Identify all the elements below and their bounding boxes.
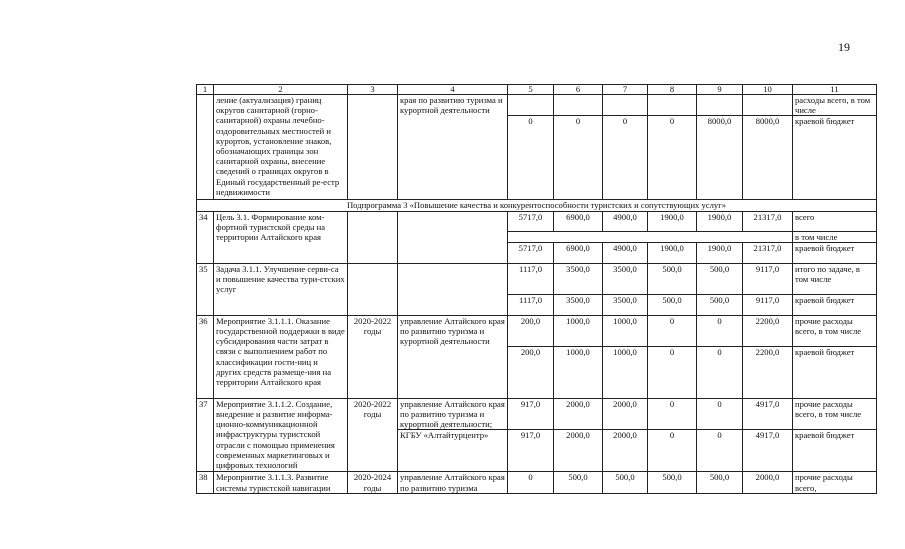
value-cell: 0 — [603, 116, 648, 200]
header-cell: 8 — [648, 85, 697, 95]
page-number: 19 — [838, 40, 850, 54]
measure-name: Мероприятие 3.1.1.1. Оказание государственной поддержки в виде субсидирования части затрат в связи с выполнением работ по классификации гости-ниц и других средств размеще-ния на территории Алтайского края — [214, 315, 348, 398]
program-table — [196, 84, 877, 494]
value-cell: 500,0 — [648, 263, 697, 294]
period-cell — [348, 211, 398, 263]
value-cell: 0 — [508, 116, 554, 200]
value-cell: 500,0 — [697, 472, 743, 493]
value-cell — [603, 95, 648, 116]
value-cell: 6900,0 — [554, 211, 603, 231]
value-cell: 4900,0 — [603, 211, 648, 231]
measure-name: Задача 3.1.1. Улучшение серви-са и повышение качества тури-стских услуг — [214, 263, 348, 315]
value-cell: 2000,0 — [603, 430, 648, 472]
value-cell: 3500,0 — [554, 263, 603, 294]
header-cell: 7 — [603, 85, 648, 95]
period-cell: 2020-2022 годы — [348, 315, 398, 398]
value-cell: 4900,0 — [603, 242, 648, 263]
measure-name: ление (актуализация) границ округов санитарной (горно-санитарной) охраны лечебно-оздоровительных местностей и курортов, установление знаков, обозначающих границы зон санитарной охраны, внесение сведений о границах округов в Единый государственный ре-естр недвижимости — [214, 95, 348, 200]
table-row — [197, 398, 877, 430]
executor-cell — [398, 263, 508, 315]
value-cell: 917,0 — [508, 430, 554, 472]
value-cell: 3500,0 — [554, 294, 603, 315]
header-row — [197, 85, 877, 95]
value-cell: 0 — [648, 430, 697, 472]
source-cell: прочие расходы всего, в том числе — [793, 315, 877, 346]
value-cell: 0 — [697, 398, 743, 430]
header-cell: 2 — [214, 85, 348, 95]
table-row — [197, 211, 877, 231]
value-cell: 200,0 — [508, 315, 554, 346]
source-cell: краевой бюджет — [793, 242, 877, 263]
measure-name: Цель 3.1. Формирование ком-фортной туристской среды на территории Алтайского края — [214, 211, 348, 263]
value-cell — [508, 231, 793, 242]
value-cell: 21317,0 — [743, 242, 793, 263]
value-cell: 1000,0 — [554, 346, 603, 398]
value-cell: 2200,0 — [743, 315, 793, 346]
source-cell: итого по задаче, в том числе — [793, 263, 877, 294]
value-cell: 500,0 — [603, 472, 648, 493]
value-cell — [743, 95, 793, 116]
subprogram-title: Подпрограмма 3 «Повышение качества и конкурентоспособности туристских и сопутствующих услуг» — [197, 200, 877, 211]
value-cell: 500,0 — [697, 263, 743, 294]
value-cell: 0 — [648, 315, 697, 346]
value-cell: 2000,0 — [603, 398, 648, 430]
period-cell: 2020-2024 годы — [348, 472, 398, 493]
value-cell: 5717,0 — [508, 242, 554, 263]
value-cell: 6900,0 — [554, 242, 603, 263]
source-cell: краевой бюджет — [793, 346, 877, 398]
value-cell: 0 — [648, 346, 697, 398]
value-cell: 1000,0 — [603, 346, 648, 398]
header-cell: 5 — [508, 85, 554, 95]
row-number: 34 — [197, 211, 214, 263]
value-cell: 0 — [697, 315, 743, 346]
value-cell: 200,0 — [508, 346, 554, 398]
value-cell: 500,0 — [554, 472, 603, 493]
executor-cell — [398, 211, 508, 263]
value-cell: 0 — [697, 346, 743, 398]
value-cell: 1000,0 — [603, 315, 648, 346]
source-cell: в том числе — [793, 231, 877, 242]
row-number: 35 — [197, 263, 214, 315]
row-number — [197, 95, 214, 200]
subprogram-row — [197, 200, 877, 211]
value-cell: 1117,0 — [508, 263, 554, 294]
source-cell: краевой бюджет — [793, 116, 877, 200]
executor-cell: управление Алтайского края по развитию туризма — [398, 472, 508, 493]
row-number: 37 — [197, 398, 214, 472]
measure-name: Мероприятие 3.1.1.3. Развитие системы туристской навигации — [214, 472, 348, 493]
value-cell: 0 — [648, 398, 697, 430]
value-cell: 9117,0 — [743, 263, 793, 294]
source-cell: расходы всего, в том числе — [793, 95, 877, 116]
table-row — [197, 95, 877, 116]
value-cell: 2200,0 — [743, 346, 793, 398]
value-cell: 1900,0 — [648, 242, 697, 263]
period-cell: 2020-2022 годы — [348, 398, 398, 472]
value-cell: 4917,0 — [743, 430, 793, 472]
row-number: 38 — [197, 472, 214, 493]
executor-cell: управление Алтайского края по развитию туризма и курортной деятельности — [398, 315, 508, 398]
header-cell: 1 — [197, 85, 214, 95]
value-cell: 8000,0 — [743, 116, 793, 200]
value-cell: 4917,0 — [743, 398, 793, 430]
source-cell: прочие расходы всего, в том числе — [793, 398, 877, 430]
value-cell: 3500,0 — [603, 294, 648, 315]
source-cell: всего — [793, 211, 877, 231]
value-cell: 0 — [554, 116, 603, 200]
value-cell: 8000,0 — [697, 116, 743, 200]
value-cell — [554, 95, 603, 116]
row-number: 36 — [197, 315, 214, 398]
source-cell: прочие расходы всего, — [793, 472, 877, 493]
value-cell: 500,0 — [648, 472, 697, 493]
value-cell: 9117,0 — [743, 294, 793, 315]
period-cell — [348, 263, 398, 315]
value-cell: 1900,0 — [648, 211, 697, 231]
value-cell: 917,0 — [508, 398, 554, 430]
period-cell — [348, 95, 398, 200]
header-cell: 10 — [743, 85, 793, 95]
value-cell: 500,0 — [648, 294, 697, 315]
value-cell: 0 — [508, 472, 554, 493]
value-cell: 2000,0 — [554, 430, 603, 472]
value-cell: 1900,0 — [697, 242, 743, 263]
header-cell: 11 — [793, 85, 877, 95]
executor-cell: управление Алтайского края по развитию туризма и курортной деятельности; — [398, 398, 508, 430]
value-cell — [648, 95, 697, 116]
value-cell: 3500,0 — [603, 263, 648, 294]
table-row — [197, 263, 877, 294]
value-cell: 2000,0 — [554, 398, 603, 430]
executor-cell: края по развитию туризма и курортной деятельности — [398, 95, 508, 200]
value-cell: 2000,0 — [743, 472, 793, 493]
header-cell: 9 — [697, 85, 743, 95]
value-cell: 1900,0 — [697, 211, 743, 231]
source-cell: краевой бюджет — [793, 294, 877, 315]
value-cell: 1117,0 — [508, 294, 554, 315]
value-cell: 5717,0 — [508, 211, 554, 231]
source-cell: краевой бюджет — [793, 430, 877, 472]
header-cell: 3 — [348, 85, 398, 95]
value-cell: 1000,0 — [554, 315, 603, 346]
table-row — [197, 315, 877, 346]
executor-cell: КГБУ «Алтайтурцентр» — [398, 430, 508, 472]
header-cell: 6 — [554, 85, 603, 95]
measure-name: Мероприятие 3.1.1.2. Создание, внедрение и развитие информа-ционно-коммуникационной инфраструктуры туристской отрасли с помощью применения современных маркетинговых и цифровых технологий — [214, 398, 348, 472]
value-cell: 500,0 — [697, 294, 743, 315]
value-cell: 0 — [697, 430, 743, 472]
header-cell: 4 — [398, 85, 508, 95]
value-cell — [508, 95, 554, 116]
value-cell — [697, 95, 743, 116]
value-cell: 0 — [648, 116, 697, 200]
table-row — [197, 472, 877, 493]
value-cell: 21317,0 — [743, 211, 793, 231]
